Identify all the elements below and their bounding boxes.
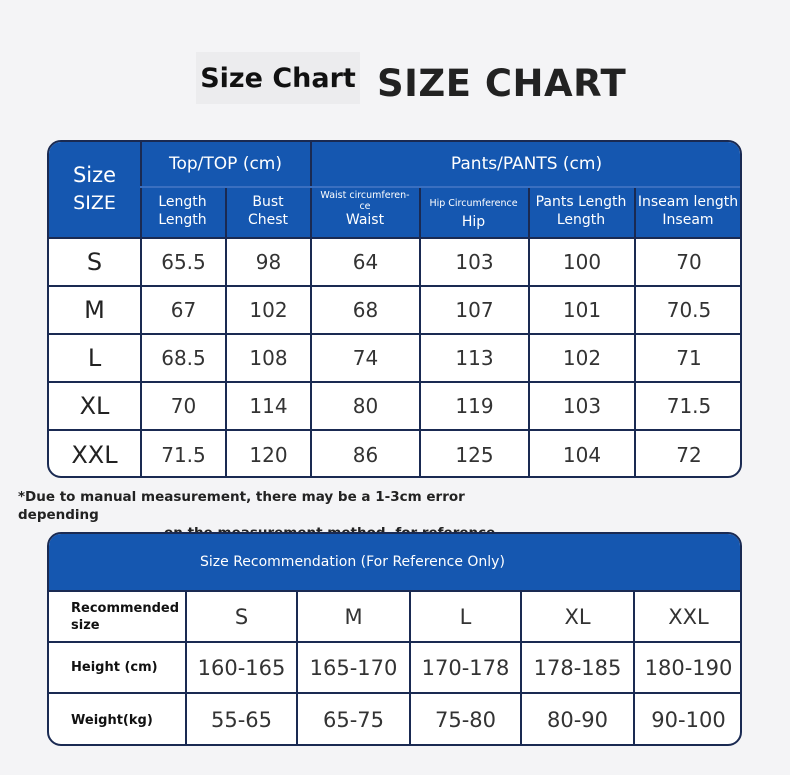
col-header-pants-length [528, 194, 634, 229]
col-header-line1: Pants Length [535, 194, 627, 210]
value-cell: 65.5 [161, 250, 206, 274]
row-label-recommended-size [71, 592, 185, 641]
value-cell: 108 [249, 346, 288, 370]
top-group-header: Top/TOP (cm) [168, 154, 282, 174]
size-cell: M [344, 604, 363, 629]
col-header-line2: Hip [461, 214, 486, 230]
value-cell: 65-75 [322, 708, 385, 732]
value-cell: 74 [352, 346, 379, 370]
value-cell: 70 [676, 250, 702, 274]
value-cell: 72 [676, 442, 702, 467]
value-cell: 125 [455, 442, 494, 467]
size-recommendation-table [47, 532, 742, 746]
col-header-waist [311, 190, 419, 230]
value-cell: 71.5 [161, 442, 206, 467]
value-cell: 70.5 [666, 298, 712, 322]
value-cell: 113 [455, 346, 494, 370]
value-cell: 98 [255, 250, 282, 274]
value-cell: 178-185 [533, 655, 622, 680]
value-cell: 71.5 [666, 394, 712, 418]
value-cell: 120 [249, 442, 288, 467]
value-cell: 101 [562, 298, 602, 322]
value-cell: 68 [352, 298, 379, 322]
col-header-line1: Bust [252, 194, 284, 210]
value-cell: 103 [562, 394, 602, 418]
col-header-inseam [634, 194, 742, 229]
value-cell: 104 [562, 442, 602, 467]
col-header-line1: Inseam length [637, 194, 739, 210]
size-cell: XL [79, 392, 110, 420]
size-cell: L [87, 344, 102, 372]
col-header-line2: Length [556, 211, 606, 228]
value-cell: 90-100 [651, 708, 726, 732]
value-cell: 170-178 [421, 655, 510, 680]
value-cell: 180-190 [644, 655, 733, 680]
value-cell: 75-80 [434, 708, 497, 732]
size-header-en: Size [72, 163, 117, 187]
col-header-line1: Hip Circumference [429, 198, 518, 209]
value-cell: 160-165 [197, 655, 286, 680]
value-cell: 114 [249, 394, 288, 418]
col-header-line2: Waist [345, 212, 385, 228]
title-small: Size Chart [196, 52, 360, 104]
size-cell: L [459, 604, 472, 629]
row-label-line2: size [71, 617, 100, 633]
value-cell: 80 [352, 394, 379, 418]
size-cell: S [234, 604, 249, 629]
size-header-alt: SIZE [73, 192, 116, 215]
value-cell: 165-170 [309, 655, 398, 680]
recommendation-title: Size Recommendation (For Reference Only) [200, 554, 505, 570]
size-chart-table [47, 140, 742, 478]
col-header-hip [419, 198, 528, 232]
title-large: SIZE CHART [377, 62, 627, 105]
col-header-line1b: ce [359, 201, 371, 212]
size-cell: XL [564, 604, 591, 629]
value-cell: 71 [676, 346, 702, 370]
value-cell: 100 [562, 250, 602, 274]
size-cell: XXL [668, 604, 709, 629]
size-header [49, 162, 140, 216]
row-label-line1: Recommended [71, 600, 180, 616]
value-cell: 102 [249, 298, 288, 322]
col-header-length [140, 194, 225, 229]
col-header-line1: Length [158, 194, 207, 210]
value-cell: 80-90 [546, 708, 609, 732]
value-cell: 67 [170, 298, 197, 322]
value-cell: 55-65 [210, 708, 273, 732]
grid-divider [140, 186, 742, 188]
value-cell: 68.5 [161, 346, 206, 370]
value-cell: 107 [455, 298, 494, 322]
col-header-bust [225, 194, 311, 229]
size-cell: XXL [71, 440, 118, 469]
value-cell: 102 [562, 346, 602, 370]
value-cell: 70 [170, 394, 197, 418]
size-cell: S [86, 248, 103, 276]
value-cell: 103 [455, 250, 494, 274]
value-cell: 86 [352, 442, 379, 467]
value-cell: 64 [352, 250, 379, 274]
value-cell: 119 [455, 394, 494, 418]
size-cell: M [84, 296, 105, 324]
note-line1: *Due to manual measurement, there may be a 1-3cm error depending [18, 489, 465, 523]
col-header-line2: Length [158, 211, 207, 228]
pants-group-header: Pants/PANTS (cm) [450, 154, 603, 174]
col-header-line2: Chest [247, 211, 289, 228]
row-label-weight: Weight(kg) [71, 712, 153, 728]
col-header-line1: Waist circumferen- [320, 190, 410, 201]
recommendation-header [49, 534, 740, 590]
col-header-line2: Inseam [662, 211, 714, 228]
row-label-height: Height (cm) [71, 660, 158, 675]
